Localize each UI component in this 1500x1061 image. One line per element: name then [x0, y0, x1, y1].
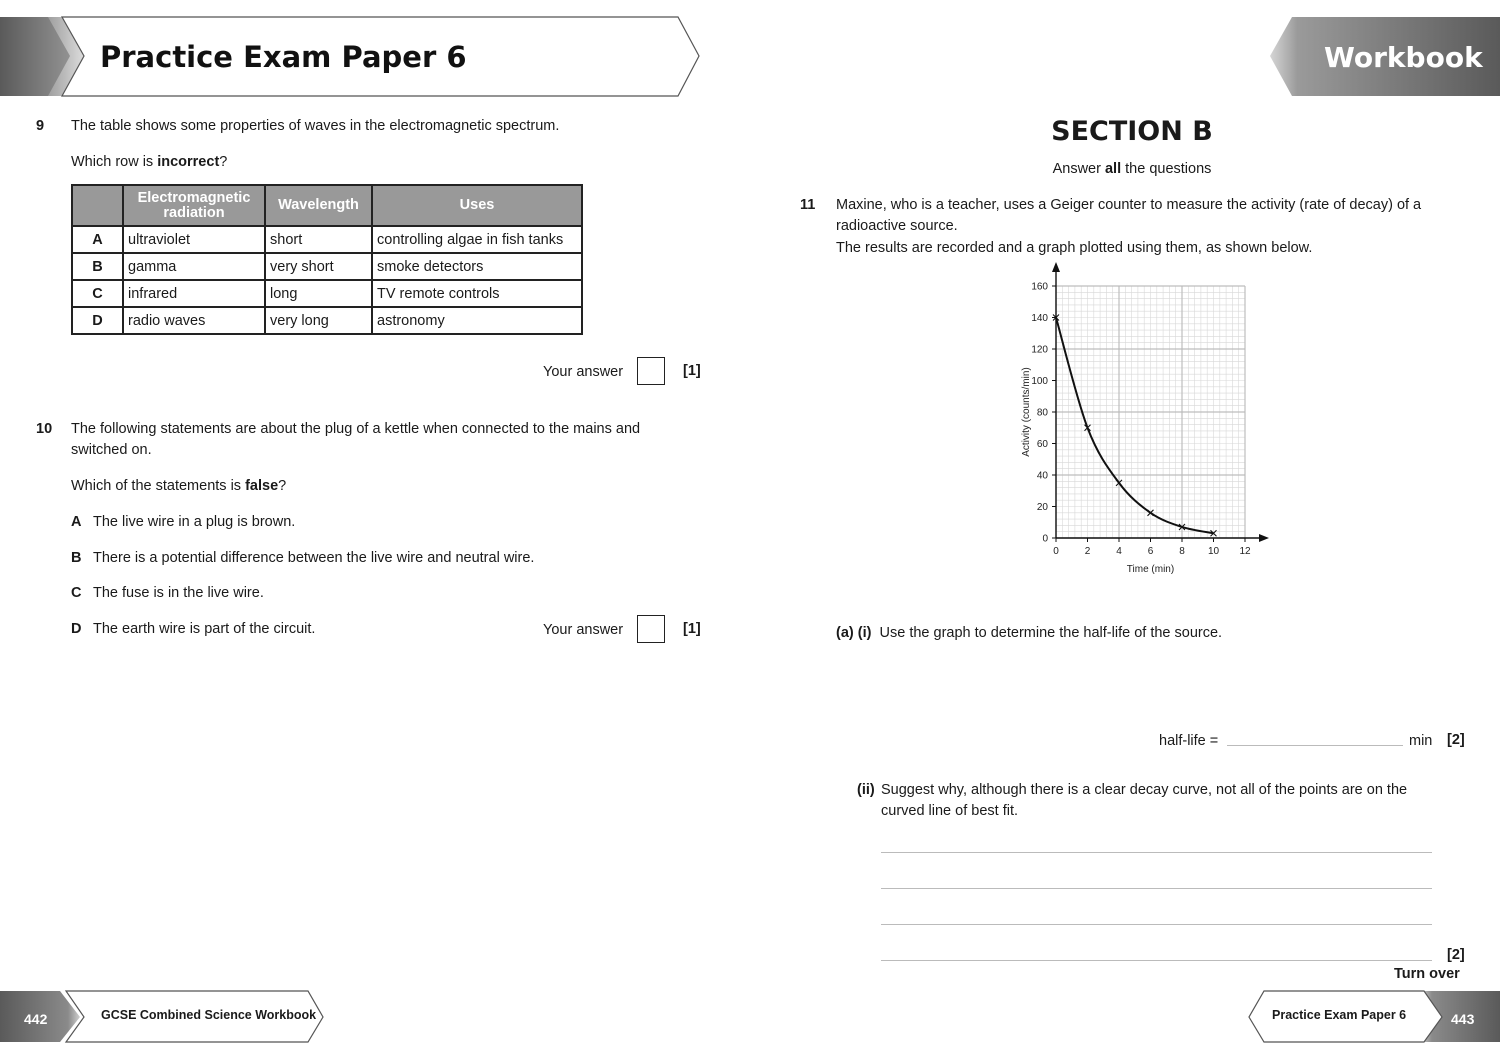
x-tick-label: 0	[1053, 546, 1059, 557]
page-number-right: 443	[1451, 1011, 1475, 1027]
part-a: (a) (i) Use the graph to determine the half-life of the source.	[836, 625, 1223, 641]
row-uses: astronomy	[372, 307, 582, 334]
answer-line-4[interactable]	[881, 960, 1432, 961]
question-10-prompt: Which of the statements is false?	[71, 478, 287, 494]
question-9-prompt: Which row is incorrect?	[71, 154, 228, 170]
option-c: C The fuse is in the live wire.	[71, 585, 264, 601]
section-b-title: SECTION B	[1051, 116, 1213, 147]
answer-line-2[interactable]	[881, 888, 1432, 889]
row-letter: C	[72, 280, 123, 307]
x-tick-label: 4	[1116, 546, 1122, 557]
halflife-label: half-life =	[1159, 733, 1219, 749]
y-tick-label: 60	[1036, 439, 1048, 450]
part-b-label: (ii)	[857, 782, 875, 798]
part-b-marks: [2]	[1447, 947, 1465, 963]
em-spectrum-table	[71, 184, 583, 335]
page-number-left: 442	[24, 1011, 48, 1027]
turn-over: Turn over	[1394, 966, 1460, 982]
x-tick-label: 6	[1147, 546, 1154, 557]
x-tick-label: 8	[1179, 546, 1185, 557]
y-tick-label: 120	[1031, 344, 1048, 356]
row-radiation: radio waves	[123, 307, 265, 334]
table-row	[72, 280, 582, 307]
halflife-answer-line[interactable]	[1227, 745, 1403, 746]
y-tick-label: 140	[1031, 313, 1048, 324]
y-axis-arrow	[1052, 262, 1060, 272]
footer-paper-title: Practice Exam Paper 6	[1272, 1008, 1407, 1022]
row-radiation: ultraviolet	[123, 226, 265, 253]
question-10-intro: The following statements are about the plug of a kettle when connected to the mains and switched on.	[71, 421, 641, 458]
question-9-number: 9	[36, 118, 45, 134]
y-tick-label: 0	[1042, 533, 1048, 545]
y-tick-label: 20	[1036, 502, 1048, 513]
row-letter: D	[72, 307, 123, 334]
part-a-marks: [2]	[1447, 732, 1465, 748]
tick-labels	[1031, 282, 1251, 558]
table-row	[72, 307, 582, 334]
x-tick-label: 12	[1239, 546, 1251, 557]
q9-answer-label: Your answer	[543, 364, 624, 380]
workbook-title: Workbook	[1324, 41, 1483, 74]
q10-answer-box[interactable]	[637, 615, 665, 643]
y-tick-label: 80	[1036, 407, 1048, 419]
row-wavelength: short	[265, 226, 372, 253]
question-11-intro2: The results are recorded and a graph plotted using them, as shown below.	[836, 240, 1313, 256]
decay-graph	[1010, 262, 1280, 580]
row-wavelength: long	[265, 280, 372, 307]
row-letter: A	[72, 226, 123, 253]
row-uses: smoke detectors	[372, 253, 582, 280]
table-header-blank	[72, 185, 123, 226]
question-11-intro: Maxine, who is a teacher, uses a Geiger counter to measure the activity (rate of decay) of a radioactive source.	[836, 197, 1422, 234]
x-axis-label: Time (min)	[1126, 564, 1175, 575]
q9-marks: [1]	[683, 363, 701, 379]
q9-answer-box[interactable]	[637, 357, 665, 385]
row-radiation: infrared	[123, 280, 265, 307]
row-uses: controlling algae in fish tanks	[372, 226, 582, 253]
option-d: D The earth wire is part of the circuit.	[71, 621, 316, 637]
question-11-number: 11	[800, 197, 816, 213]
best-fit-curve	[1056, 318, 1214, 534]
table-row	[72, 253, 582, 280]
section-b-instruction: Answer all the questions	[1052, 161, 1212, 177]
table-header-wavelength: Wavelength	[265, 185, 372, 226]
x-tick-label: 2	[1084, 546, 1091, 557]
row-letter: B	[72, 253, 123, 280]
question-9-intro: The table shows some properties of waves in the electromagnetic spectrum.	[71, 118, 560, 134]
y-tick-label: 40	[1036, 470, 1048, 482]
row-wavelength: very short	[265, 253, 372, 280]
row-wavelength: very long	[265, 307, 372, 334]
y-axis-label: Activity (counts/min)	[1021, 367, 1032, 457]
table-header-uses: Uses	[372, 185, 582, 226]
y-tick-label: 100	[1031, 376, 1048, 387]
answer-line-3[interactable]	[881, 924, 1432, 925]
q10-answer-label: Your answer	[543, 622, 624, 638]
row-uses: TV remote controls	[372, 280, 582, 307]
table-row	[72, 226, 582, 253]
q10-marks: [1]	[683, 621, 701, 637]
page-title: Practice Exam Paper 6	[100, 40, 467, 74]
footer-book-title: GCSE Combined Science Workbook	[101, 1008, 317, 1022]
option-a: A The live wire in a plug is brown.	[71, 514, 296, 530]
question-10-number: 10	[36, 421, 53, 437]
option-b: B There is a potential difference between the live wire and neutral wire.	[71, 550, 535, 566]
x-axis-arrow	[1259, 534, 1269, 542]
table-header-radiation: Electromagnetic radiation	[123, 185, 265, 226]
y-tick-label: 160	[1031, 281, 1048, 293]
row-radiation: gamma	[123, 253, 265, 280]
data-points	[1053, 315, 1217, 537]
x-tick-label: 10	[1207, 546, 1220, 557]
halflife-unit: min	[1409, 733, 1433, 749]
part-b-text: Suggest why, although there is a clear decay curve, not all of the points are on the curved line of best fit.	[881, 782, 1408, 819]
answer-line-1[interactable]	[881, 852, 1432, 853]
